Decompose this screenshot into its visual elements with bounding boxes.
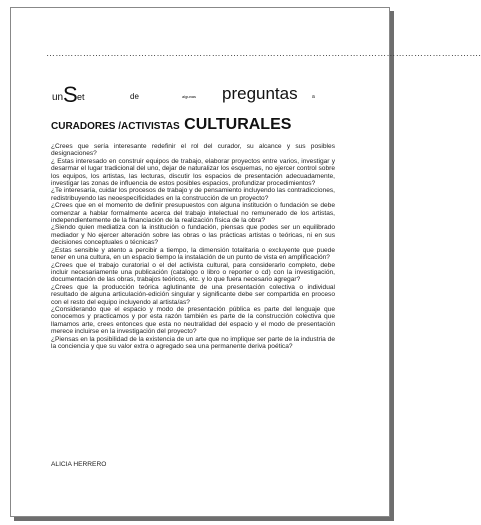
question-paragraph-3: ¿Te interesaría, cuidar los procesos de trabajo y de pensamiento incluyendo las contradicciones, redistribuyendo las neoespecificidades en la construcción de un proyecto? <box>51 187 335 202</box>
heading-culturales: CULTURALES <box>184 116 292 133</box>
document-title <box>52 82 322 106</box>
section-heading <box>51 116 291 134</box>
title-word-preguntas: preguntas <box>222 84 298 103</box>
question-paragraph-9: ¿Considerando que el espacio y modo de presentación pública es parte del lenguaje que conocemos y practicamos y por esta razón también es parte de la construcción colectiva que llamamos arte, crees entonces que esta no neutralidad del espacio y el modo de presentación merece incluirse en la investigación del proyecto? <box>51 305 335 336</box>
question-paragraph-7: ¿Crees que el trabajo curatorial o el del activista cultural, para considerarlo completo, debe incluir necesariamente una publicación (catalogo o libro o reporter o cd) con la investigación, documentación de las obras, trabajos teóricos, etc. y lo que fuera necesario agregar? <box>51 261 335 284</box>
title-word-et: et <box>77 92 85 102</box>
question-paragraph-2: ¿ Estas interesado en construir equipos de trabajo, elaborar proyectos entre varios, investigar y desarmar el lugar tradicional del uno, dejar de naturalizar los esquemas, no ejercer control sobre los equipos, los artistas, las lecturas, discutir los espacios de presentación adecuadamente, investigar las zonas de influencia de estos posibles espacios, profundizar procedimientos? <box>51 157 335 188</box>
question-paragraph-6: ¿Estas sensible y atento a percibir a tiempo, la dimensión totalitaria o excluyente que puede tener en una cultura, en un espacio tiempo la instalación de un punto de vista en amplificación? <box>51 246 335 262</box>
question-paragraph-1: ¿Crees que sería interesante redefinir el rol del curador, su alcance y sus posibles designaciones? <box>51 143 335 158</box>
question-paragraph-5: ¿Siendo quien mediatiza con la institución o fundación, piensas que podes ser un equilibrado mediador y No ejercer alteración sobre las obras o las prácticas artistas o teóricas, ni en sus decisiones conceptuales o técnicas? <box>51 224 335 247</box>
question-paragraph-10: ¿Piensas en la posibilidad de la existencia de un arte que no implique ser parte de la industria de la conciencia y que su valor extra o agregado sea una permanente deriva poética? <box>51 335 335 350</box>
title-word-un: un <box>52 92 64 103</box>
heading-curadores: CURADORES /ACTIVISTAS <box>51 121 180 132</box>
title-letter-s: S <box>63 82 78 107</box>
title-word-a: a <box>312 94 315 100</box>
dotted-rule: ……………………………………………………………………………………………………………………………. <box>46 48 481 58</box>
title-word-de: de <box>130 92 139 101</box>
question-paragraph-8: ¿Crees que la producción teórica aglutinante de una presentación colectiva o individual resultado de alguna articulación-edición singular y significante debe ser compartida en proceso con el resto del equipo incluyendo al artista/as? <box>51 283 335 306</box>
question-paragraph-4: ¿Crees que en el momento de definir presupuestos con alguna institución o fundación se debe comenzar a hablar formalmente acerca del trabajo intelectual no remunerado de los artistas, independientemente de la financiación de la realización física de la obra? <box>51 202 335 225</box>
author-signature: ALICIA HERRERO <box>51 461 107 468</box>
title-word-algunas: algunas <box>182 94 197 99</box>
questions-body <box>51 143 335 350</box>
